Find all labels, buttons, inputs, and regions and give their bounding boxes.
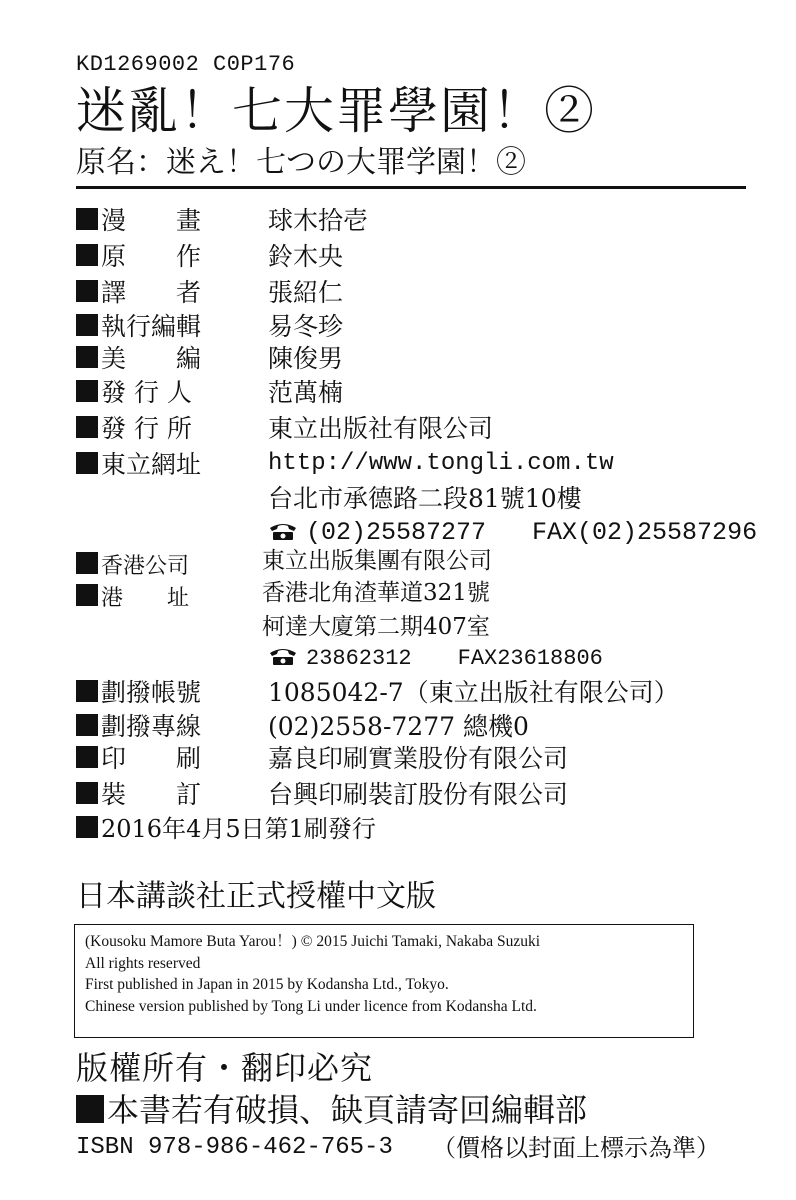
payment-label: 印 刷 xyxy=(101,744,202,773)
copyright-box xyxy=(74,924,694,1038)
credit-label: 發 行 人 xyxy=(101,378,192,407)
copyright-line: First published in Japan in 2015 by Kodansha Ltd., Tokyo. xyxy=(85,976,449,994)
square-bullet-icon xyxy=(76,314,98,336)
phone-icon xyxy=(268,521,298,541)
square-bullet-icon xyxy=(76,584,98,606)
credit-value: 陳俊男 xyxy=(268,344,344,373)
book-title: 迷亂！七大罪學園！② xyxy=(76,82,596,140)
payment-label: 劃撥帳號 xyxy=(101,678,202,707)
payment-value: (02)2558-7277 總機0 xyxy=(268,712,529,741)
credit-value: 東立出版社有限公司 xyxy=(268,414,494,443)
price-note: （價格以封面上標示為準） xyxy=(432,1134,720,1162)
damage-notice-text: 本書若有破損、缺頁請寄回編輯部 xyxy=(107,1091,588,1129)
isbn: ISBN 978-986-462-765-3 xyxy=(76,1134,393,1161)
copyright-line: Chinese version published by Tong Li under licence from Kodansha Ltd. xyxy=(85,997,537,1015)
hk-company-value: 東立出版集團有限公司 xyxy=(262,548,492,574)
credit-value: 球木拾壱 xyxy=(268,206,369,235)
date-text: 2016年4月5日第1刷發行 xyxy=(101,815,376,843)
copyright-line: All rights reserved xyxy=(85,954,201,972)
publication-date xyxy=(76,816,376,841)
title-divider xyxy=(76,186,746,189)
square-bullet-icon xyxy=(76,816,98,838)
original-title: 原名：迷え！七つの大罪学園！② xyxy=(76,145,526,180)
credit-label: 執行編輯 xyxy=(101,312,202,341)
credit-value: 范萬楠 xyxy=(268,378,344,407)
damage-notice xyxy=(76,1091,588,1129)
hk-address-line2: 柯達大廈第二期407室 xyxy=(262,614,490,640)
website-link[interactable]: http://www.tongli.com.tw xyxy=(268,450,614,477)
credit-value: 易冬珍 xyxy=(268,312,344,341)
hk-company-label: 香港公司 xyxy=(101,554,190,579)
square-bullet-icon xyxy=(76,746,98,768)
hk-phone: 23862312 xyxy=(306,646,412,671)
square-bullet-icon xyxy=(76,380,98,402)
square-bullet-icon xyxy=(76,208,98,230)
square-bullet-icon xyxy=(76,680,98,702)
license-line: 日本講談社正式授權中文版 xyxy=(76,879,436,914)
hk-fax: FAX23618806 xyxy=(457,646,603,671)
credit-label: 東立網址 xyxy=(101,450,202,479)
credit-label: 美 編 xyxy=(101,344,202,373)
credit-label: 發 行 所 xyxy=(101,414,192,443)
square-bullet-icon xyxy=(76,782,98,804)
hk-address-line1: 香港北角渣華道321號 xyxy=(262,580,490,606)
taipei-address: 台北市承德路二段81號10樓 xyxy=(268,484,582,513)
square-bullet-icon xyxy=(76,714,98,736)
credit-label: 原 作 xyxy=(101,242,202,271)
square-bullet-icon xyxy=(76,416,98,438)
taipei-fax: FAX(02)25587296 xyxy=(532,518,758,547)
payment-label: 劃撥專線 xyxy=(101,712,202,741)
payment-label: 裝 訂 xyxy=(101,780,202,809)
payment-value: 嘉良印刷實業股份有限公司 xyxy=(268,744,569,773)
hk-address-label: 港 址 xyxy=(101,586,190,611)
credit-label: 譯 者 xyxy=(101,278,202,307)
square-bullet-icon xyxy=(76,346,98,368)
credit-label: 漫 畫 xyxy=(101,206,202,235)
square-bullet-icon xyxy=(76,552,98,574)
taipei-phone: (02)25587277 xyxy=(306,518,487,547)
square-bullet-icon xyxy=(76,244,98,266)
square-bullet-icon xyxy=(76,452,98,474)
rights-notice: 版權所有・翻印必究 xyxy=(76,1049,374,1087)
square-bullet-icon xyxy=(76,1095,104,1123)
hk-contact xyxy=(268,646,603,670)
taipei-contact xyxy=(268,518,757,545)
square-bullet-icon xyxy=(76,280,98,302)
payment-value: 台興印刷裝訂股份有限公司 xyxy=(268,780,569,809)
credit-value: 鈴木央 xyxy=(268,242,344,271)
product-code: KD1269002 C0P176 xyxy=(76,52,296,77)
copyright-line: (Kousoku Mamore Buta Yarou！) © 2015 Juichi Tamaki, Nakaba Suzuki xyxy=(85,933,541,950)
payment-value: 1085042-7（東立出版社有限公司） xyxy=(268,678,679,707)
credit-value: 張紹仁 xyxy=(268,278,344,307)
phone-icon xyxy=(268,646,298,666)
